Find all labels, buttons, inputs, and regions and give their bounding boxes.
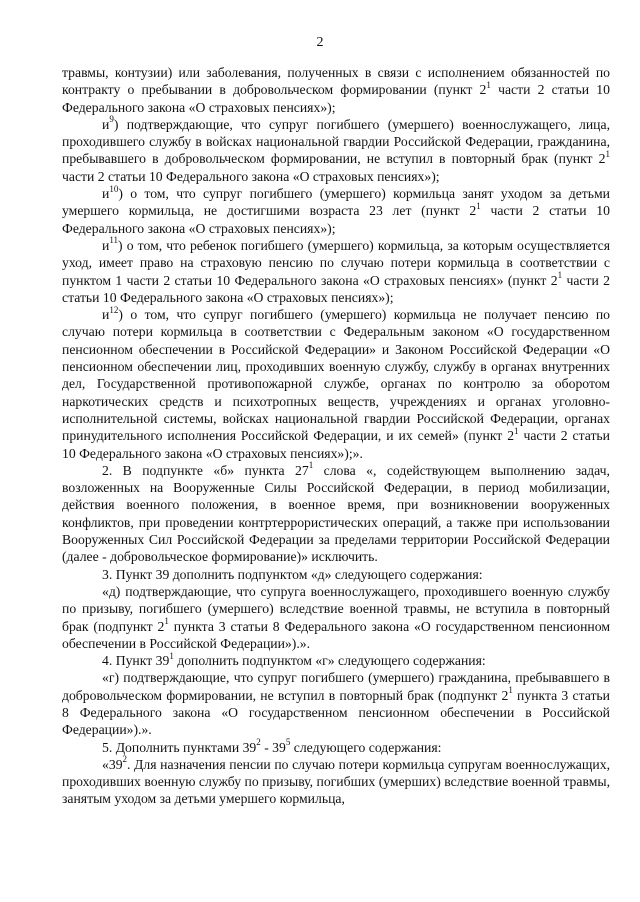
paragraph-subitem-i10: $и^{10}$) о том, что супруг погибшего (умершего) кормильца занят уходом за детьми умершего кормильца, не достигшими возраста 23 лет (пункт $2^1$ части 2 статьи 10 Федерального закона «О страховых пенсиях»); [62,183,610,236]
paragraph-item-2: 2. В подпункте «б» пункта $27^1$ слова «, содействующем выполнению задач, возложенных на Вооруженные Силы Российской Федерации, в период мобилизации, действия военного положения, в военное время, при возникновении вооруженных конфликтов, при проведении контртеррористических операций, а также при использовании Вооруженных Сил Российской Федерации за пределами территории Российской Федерации (далее - добровольческое формирование)» исключить. [62,460,610,565]
paragraph-subitem-i12: $и^{12}$) о том, что супруг погибшего (умершего) кормильца не получает пенсию по случаю потери кормильца в соответствии с Федеральным законом «О государственном пенсионном обеспечении в Российской Федерации» и Законом Российской Федерации «О пенсионном обеспечении лиц, проходивших военную службу, службу в органах внутренних дел, Государственной противопожарной службе, органах по контролю за оборотом наркотических средств и психотропных веществ, учреждениях и органах уголовно-исполнительной системы, войсках национальной гвардии Российской Федерации, органах принудительного исполнения Российской Федерации, и их семей» (пункт $2^1$ части 2 статьи 10 Федерального закона «О страховых пенсиях»);». [62,304,610,461]
paragraph-subitem-i9: $и^9$) подтверждающие, что супруг погибшего (умершего) военнослужащего, лица, проходившего службу в войсках национальной гвардии Российской Федерации, гражданина, пребывавшего в добровольческом формировании, не вступил в повторный брак (пункт $2^1$ части 2 статьи 10 Федерального закона «О страховых пенсиях»); [62,114,610,184]
paragraph-subitem-d: «д) подтверждающие, что супруга военнослужащего, проходившего военную службу по призыву, погибшего (умершего) вследствие военной травмы, не вступила в повторный брак (подпункт $2^1$ пункта 3 статьи 8 Федерального закона «О государственном пенсионном обеспечении в Российской Федерации»).». [62,583,610,651]
paragraph-continuation: травмы, контузии) или заболевания, полученных в связи с исполнением обязанностей по контракту о пребывании в добровольческом формировании (пункт $2^1$ части 2 статьи 10 Федерального закона «О страховых пенсиях»); [62,65,610,115]
page-number: 2 [316,35,324,50]
paragraph-subitem-i11: $и^{11}$) о том, что ребенок погибшего (умершего) кормильца, за которым осуществляется уход, имеет право на страховую пенсию по случаю потери кормильца в соответствии с пунктом 1 части 2 статьи 10 Федерального закона «О страховых пенсиях» (пункт $2^1$ части 2 статьи 10 Федерального закона «О страховых пенсиях»); [62,235,610,305]
paragraph-item-3: 3. Пункт 39 дополнить подпунктом «д» следующего содержания: [102,566,483,582]
paragraph-item-5: 5. Дополнить пунктами $39^2 - 39^5$ следующего содержания: [102,737,442,755]
paragraph-item-4: 4. Пункт $39^1$ дополнить подпунктом «г» следующего содержания: [102,650,486,669]
document-body [62,64,610,808]
paragraph-subitem-g: «г) подтверждающие, что супруг погибшего (умершего) гражданина, пребывавшего в добровольческом формировании, не вступил в повторный брак (подпункт $2^1$ пункта 3 статьи 8 Федерального закона «О государственном пенсионном обеспечении в Российской Федерации»).». [62,670,610,738]
paragraph-item-39-2: «$39^2$. Для назначения пенсии по случаю потери кормильца супругам военнослужащих, проходивших военную службу по призыву, погибших (умерших) вследствие военной травмы, занятым уходом за детьми умершего кормильца, [62,754,610,807]
